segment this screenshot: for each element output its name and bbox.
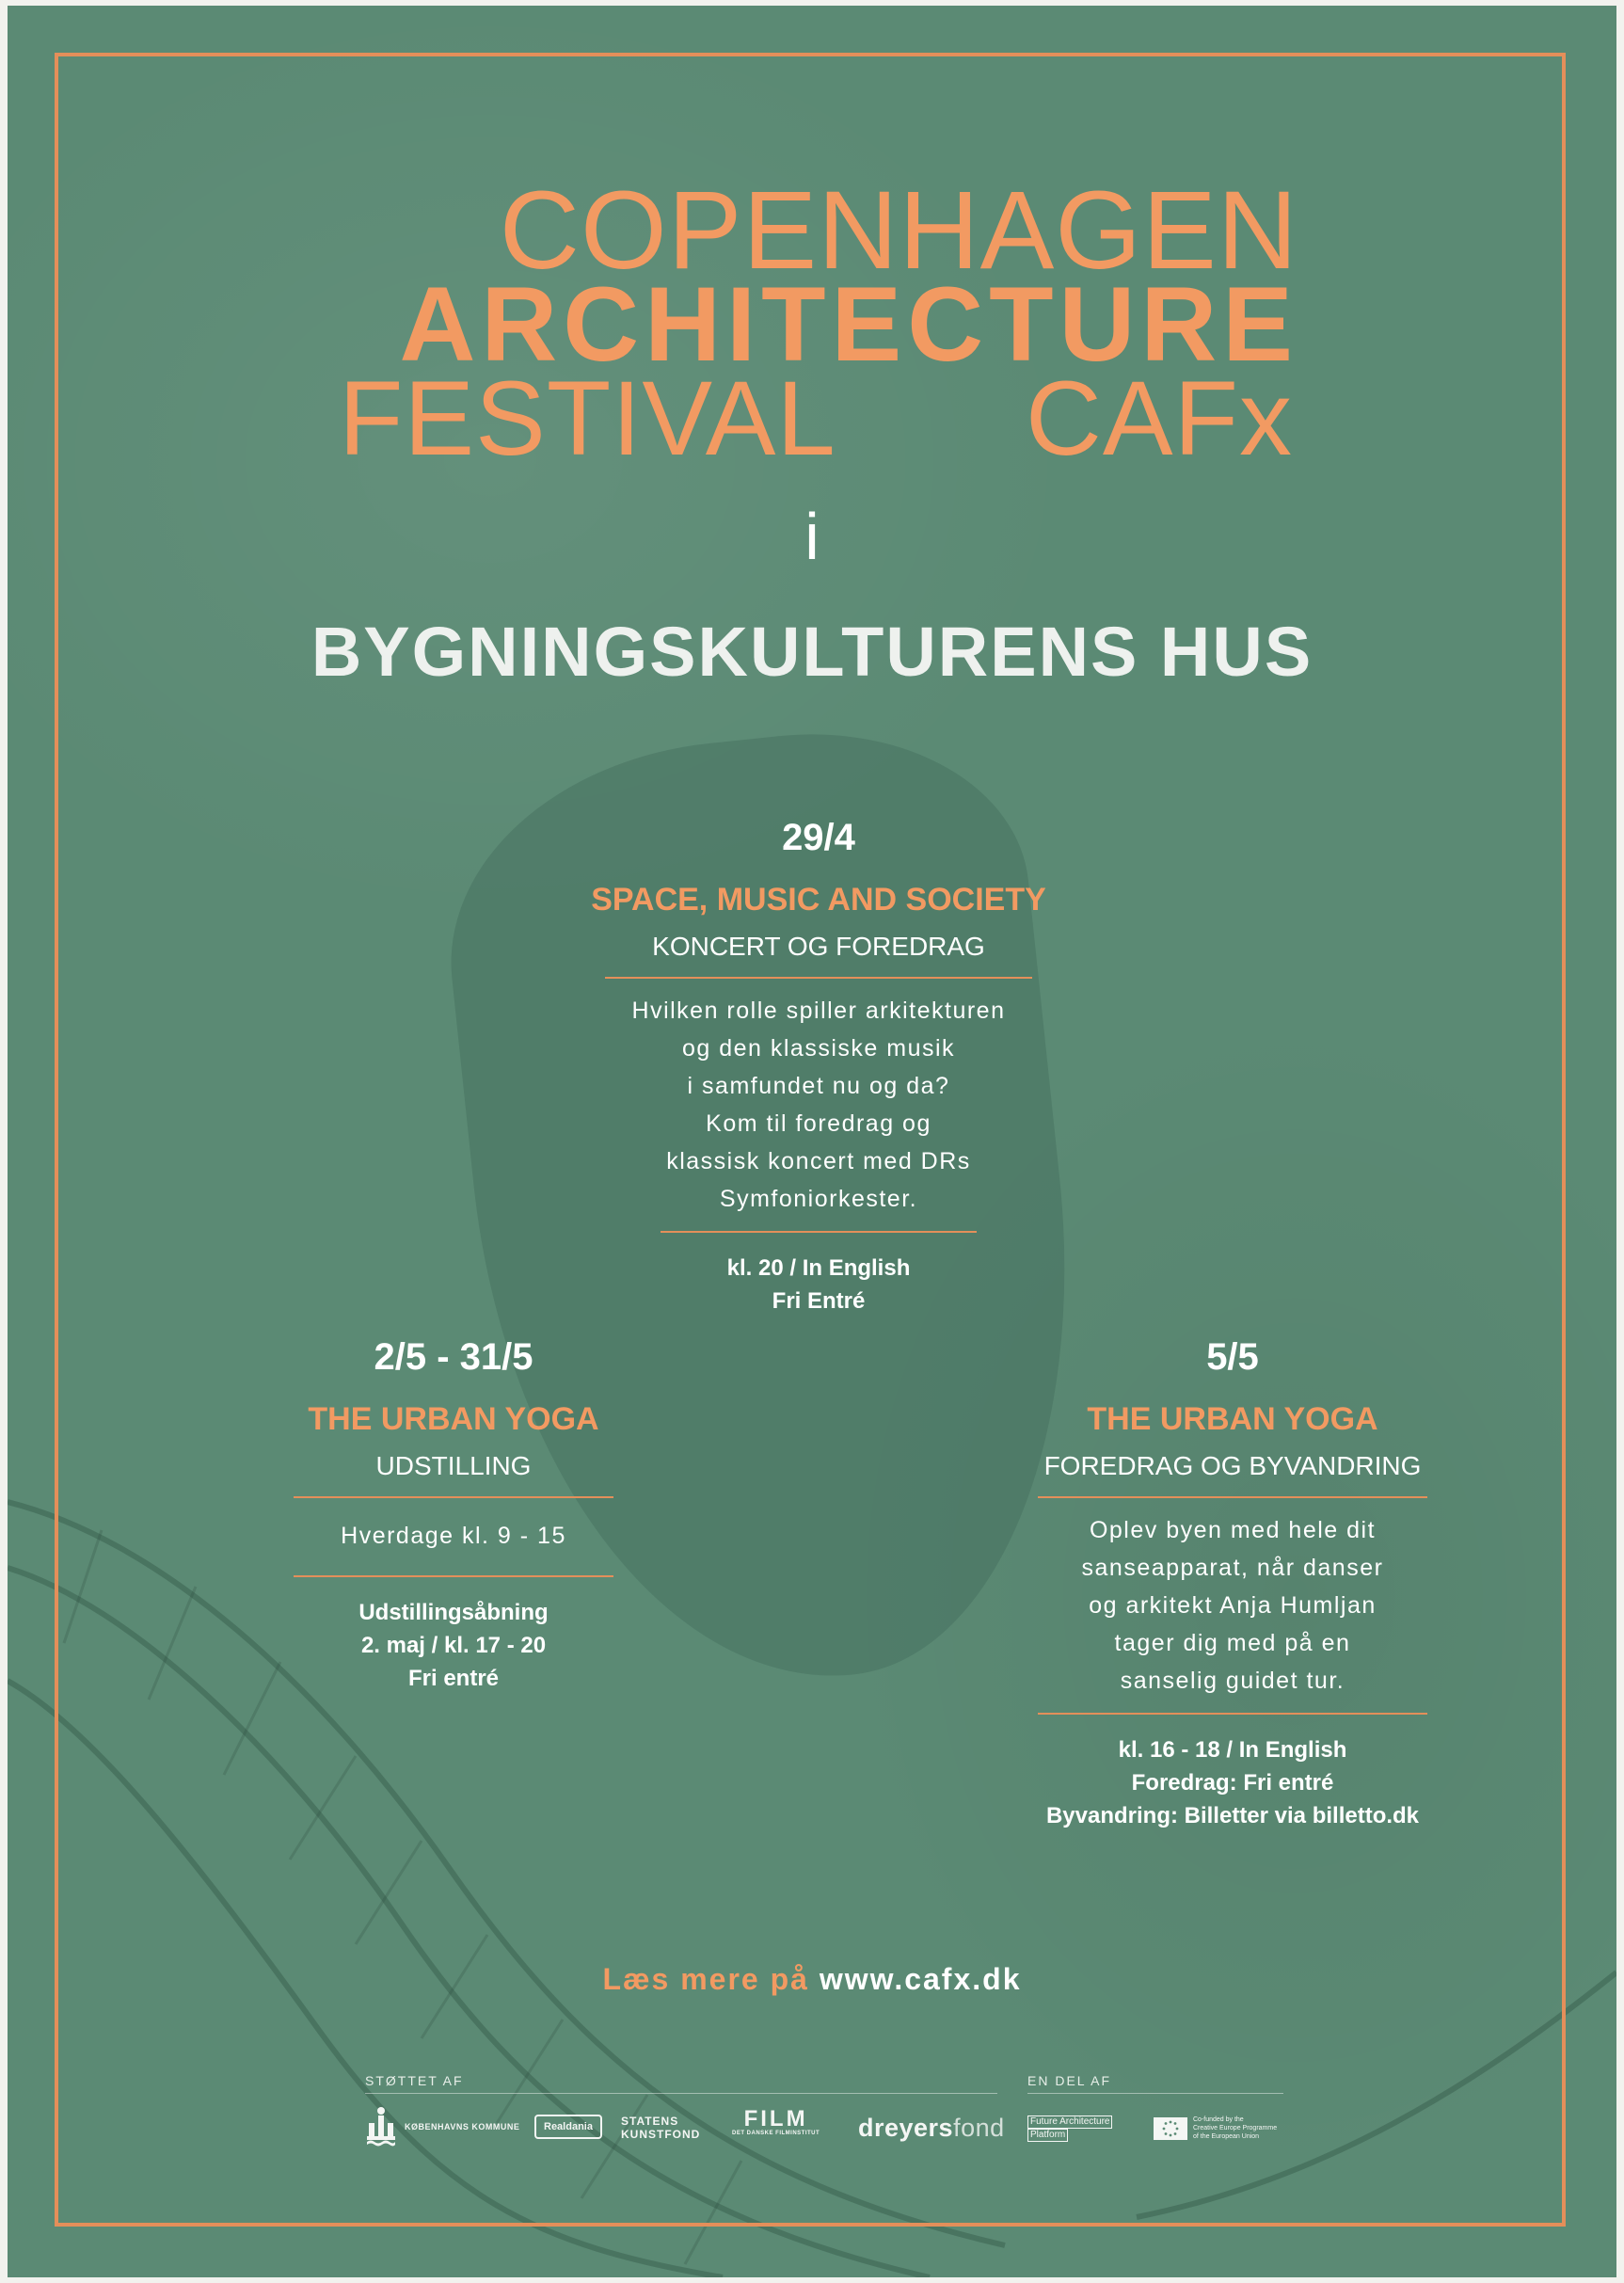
event-right-date: 5/5 [1206,1336,1259,1378]
kunstfond-line: KUNSTFOND [621,2128,701,2141]
eu-text [1193,2115,1277,2141]
dreyers-fond-logo [858,2114,1005,2143]
desc-line: og arkitekt Anja Humljan [1089,1592,1377,1619]
info-line: Fri Entré [772,1288,866,1314]
title-line-festival [339,359,1298,477]
event-right-rule-bottom [1038,1713,1427,1715]
festival-title [339,168,1298,477]
desc-line: Kom til foredrag og [706,1110,931,1137]
dfi-logo [732,2108,820,2136]
dfi-text: DET DANSKE FILMINSTITUT [732,2131,820,2136]
fap-line1: Future Architecture [1027,2115,1112,2129]
read-more [0,1962,1624,1997]
desc-line: Hvilken rolle spiller arkitekturen [631,998,1006,1024]
creative-europe-logo [1154,2115,1277,2141]
title-line-architecture: ARCHITECTURE [399,265,1298,383]
eu-line: of the European Union [1193,2133,1260,2140]
event-center-description [527,992,1110,1218]
desc-line: Symfoniorkester. [719,1186,918,1212]
kk-crest-icon [365,2104,397,2149]
info-line: Udstillingsåbning [358,1600,549,1625]
eu-flag-icon [1154,2117,1187,2140]
fap-line2: Platform [1027,2129,1068,2142]
title-line-copenhagen: COPENHAGEN [499,168,1298,293]
desc-line: Hverdage kl. 9 - 15 [341,1523,566,1549]
kk-text: KØBENHAVNS KOMMUNE [405,2122,520,2131]
venue-name: BYGNINGSKULTURENS HUS [310,613,1314,691]
info-line: kl. 20 / In English [726,1255,911,1281]
info-line: Foredrag: Fri entré [1131,1770,1334,1796]
kobenhavns-kommune-logo [365,2104,519,2149]
eu-line: Creative Europe Programme [1193,2125,1278,2131]
event-left-date: 2/5 - 31/5 [374,1336,533,1378]
dreyers-word: dreyers [858,2114,954,2142]
event-center [527,817,1110,1317]
event-right [1007,1336,1458,1832]
statens-line: STATENS [621,2115,679,2128]
event-center-title: SPACE, MUSIC AND SOCIETY [591,882,1046,918]
event-left [247,1336,661,1695]
event-center-type: KONCERT OG FOREDRAG [652,932,985,961]
partners-rule [1027,2093,1283,2094]
partners-label: EN DEL AF [1027,2073,1112,2088]
desc-line: tager dig med på en [1114,1630,1351,1656]
supporters-rule [365,2093,997,2094]
realdania-logo: Realdania [534,2115,602,2139]
title-festival-word: FESTIVAL [339,359,836,477]
read-more-prefix: Læs mere på [602,1962,809,1996]
venue-prefix: i [804,500,820,573]
event-right-rule-top [1038,1496,1427,1498]
event-left-info [247,1596,661,1695]
event-right-info [1007,1733,1458,1832]
event-right-description [1007,1511,1458,1700]
statens-kunstfond-logo [621,2115,700,2141]
event-center-date: 29/4 [782,817,855,858]
desc-line: sanseapparat, når danser [1081,1555,1384,1581]
eu-line: Co-funded by the [1193,2116,1244,2123]
future-architecture-platform-logo [1027,2115,1112,2142]
fond-word: fond [953,2114,1005,2142]
event-left-title: THE URBAN YOGA [308,1401,599,1437]
supporters-label: STØTTET AF [365,2073,464,2088]
title-cafx-word: CAFx [1026,359,1293,477]
info-line: Fri entré [407,1666,500,1691]
desc-line: sanselig guidet tur. [1120,1668,1345,1694]
website-link[interactable]: www.cafx.dk [819,1962,1022,1996]
info-line: Byvandring: Billetter via billetto.dk [1045,1803,1420,1828]
desc-line: i samfundet nu og da? [687,1073,950,1099]
desc-line: Oplev byen med hele dit [1089,1517,1377,1543]
dfi-mark: FILM [743,2106,808,2131]
event-center-info [527,1252,1110,1317]
event-left-rule-bottom [294,1575,613,1577]
info-line: 2. maj / kl. 17 - 20 [360,1633,547,1658]
desc-line: og den klassiske musik [681,1035,956,1062]
info-line: kl. 16 - 18 / In English [1118,1737,1347,1763]
event-right-title: THE URBAN YOGA [1087,1401,1378,1437]
event-left-type: UDSTILLING [375,1451,532,1480]
event-center-rule-bottom [661,1231,977,1233]
event-center-rule-top [605,977,1032,979]
event-right-type: FOREDRAG OG BYVANDRING [1043,1451,1422,1480]
event-left-description [247,1517,661,1555]
desc-line: klassisk koncert med DRs [666,1148,971,1174]
event-left-rule-top [294,1496,613,1498]
